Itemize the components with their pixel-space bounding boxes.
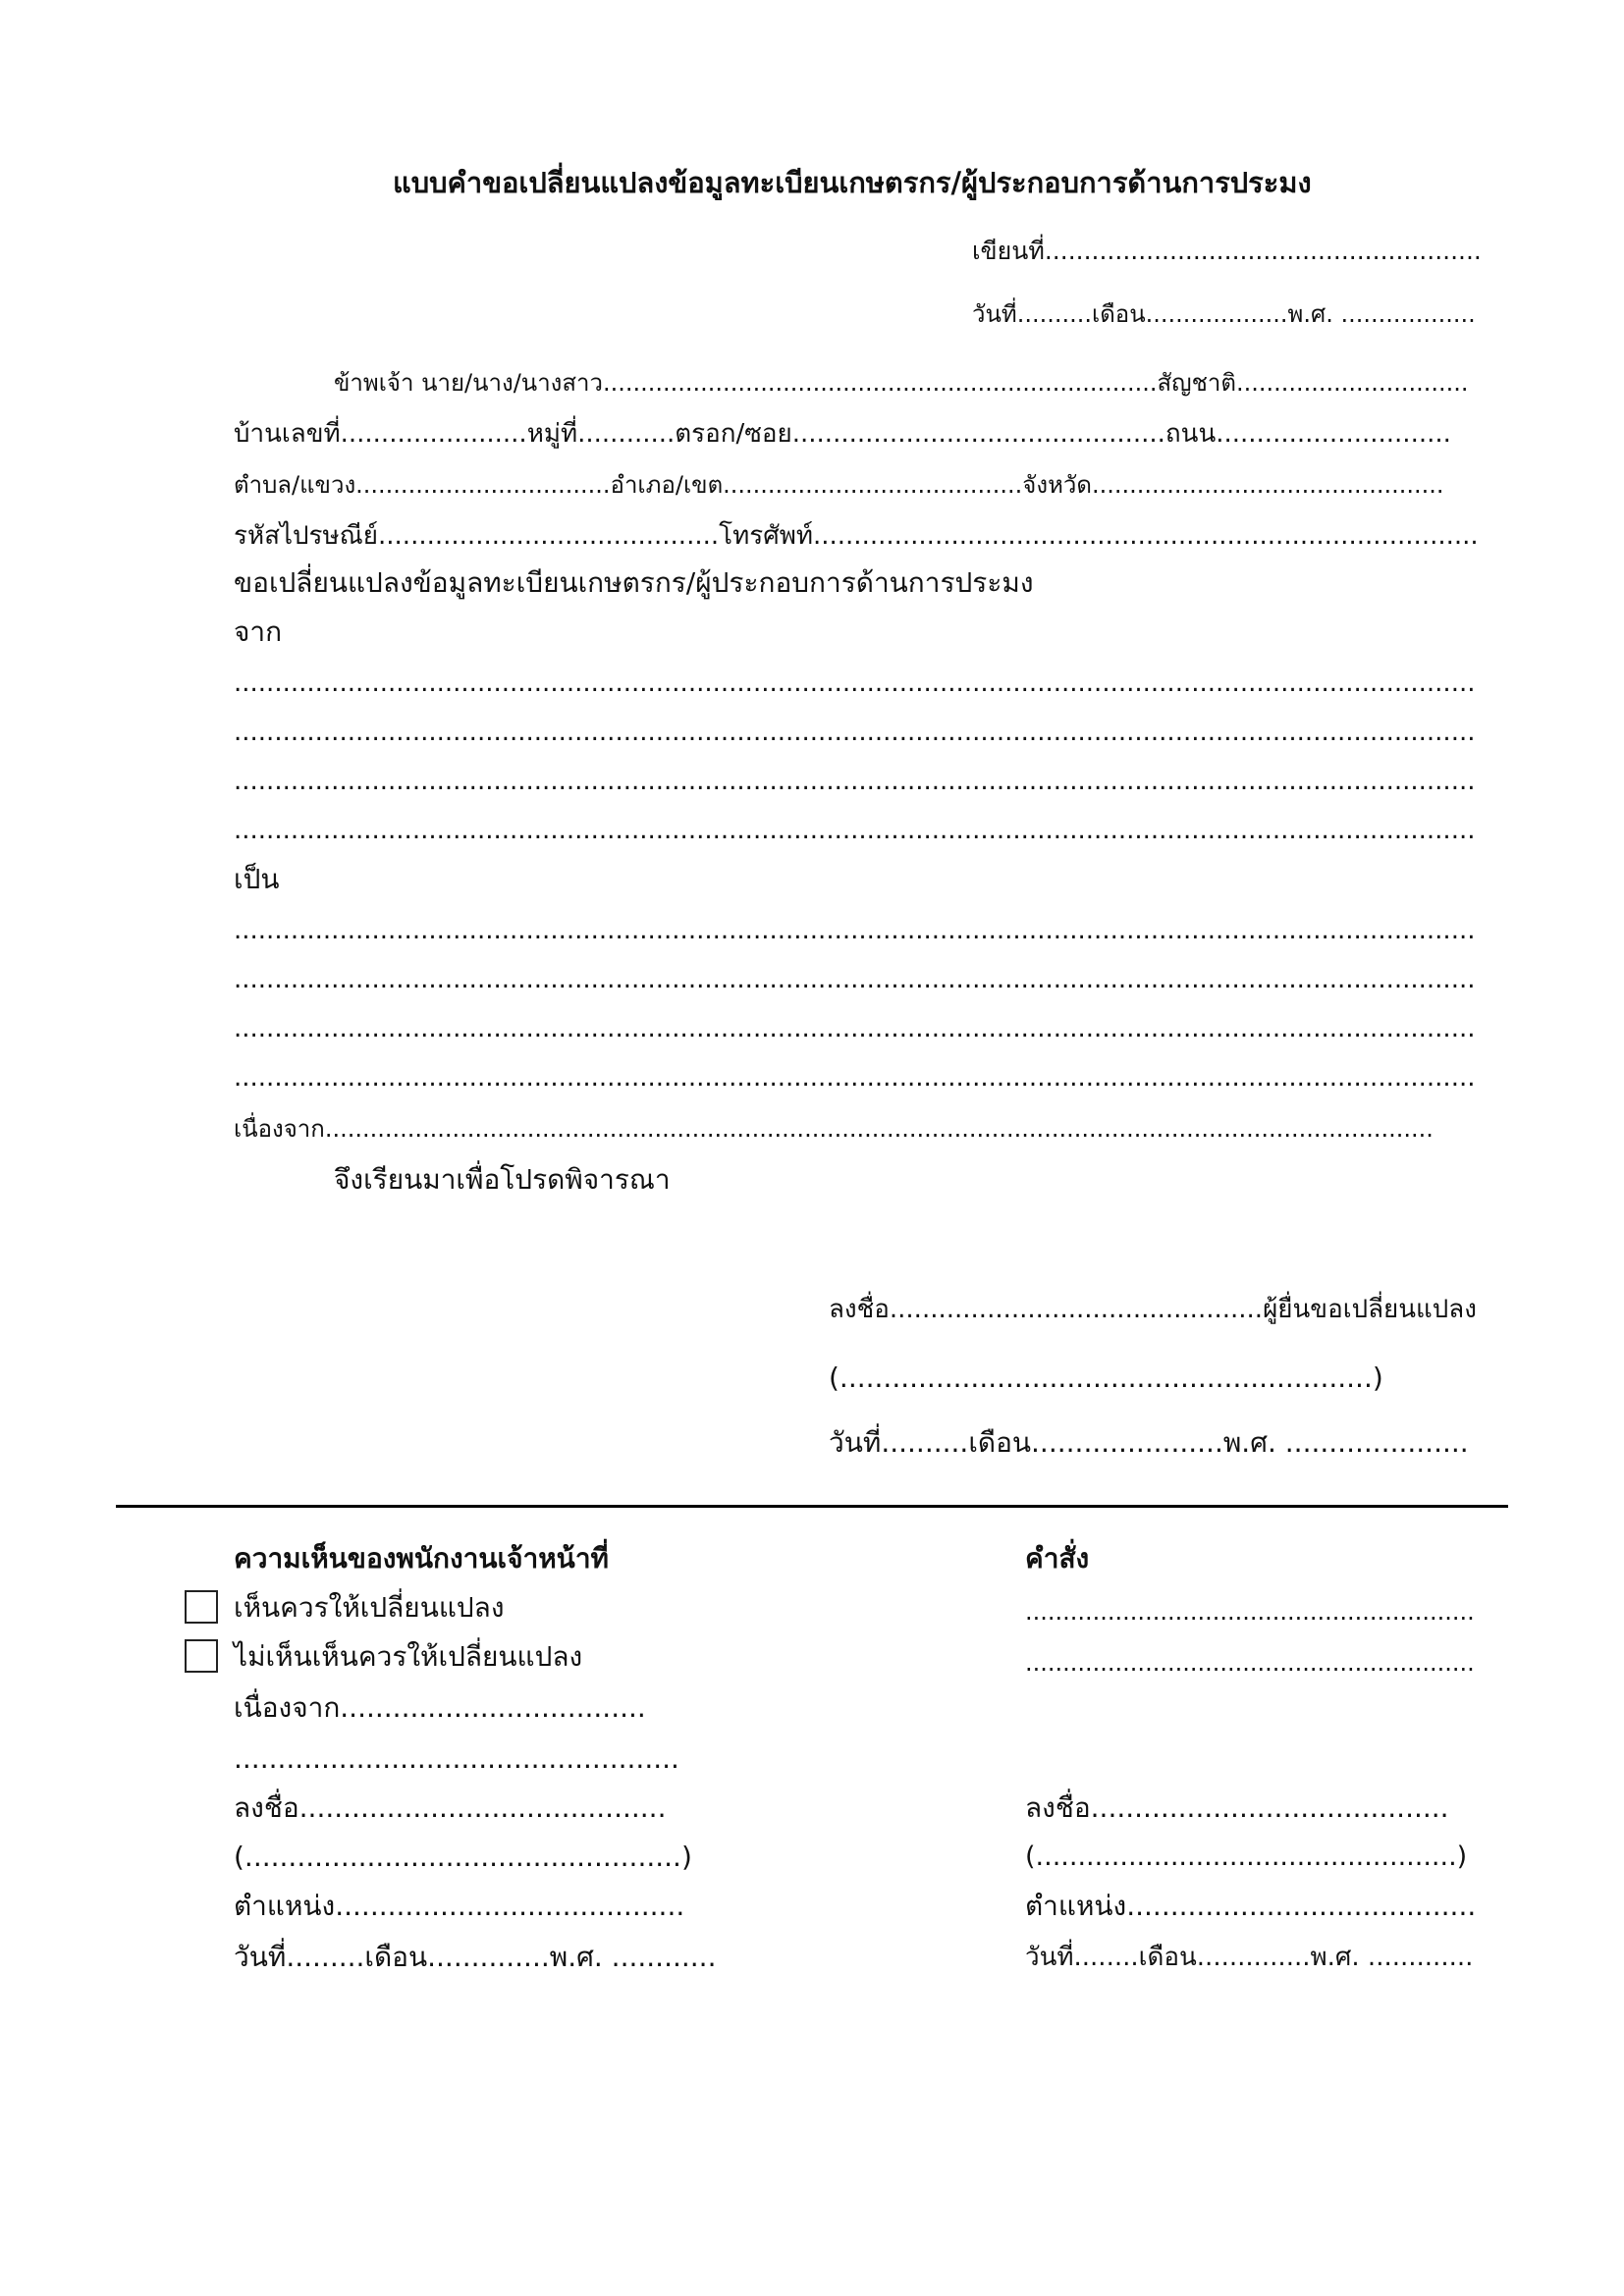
reject-option-label: ไม่เห็นเห็นควรให้เปลี่ยนแปลง (234, 1640, 583, 1673)
applicant-printed-name[interactable]: (.............................................................) (829, 1362, 1383, 1394)
to-dotted-line[interactable]: ......................................................................................................................................................... (234, 1014, 1476, 1043)
order-date-line[interactable]: วันที่........เดือน..............พ.ศ. ............. (1025, 1943, 1474, 1972)
official-position-line[interactable]: ตำแหน่ง........................................ (234, 1890, 685, 1922)
to-dotted-line[interactable]: ......................................................................................................................................................... (234, 965, 1476, 994)
official-signature-line[interactable]: ลงชื่อ.......................................... (234, 1791, 667, 1824)
order-printed-name[interactable]: (..................................................) (1025, 1842, 1468, 1872)
from-label: จาก (234, 615, 283, 648)
header-date-field[interactable]: วันที่..........เดือน...................พ.ศ. .................. (972, 300, 1476, 328)
order-position-line[interactable]: ตำแหน่ง........................................ (1025, 1890, 1477, 1922)
order-dotted-line[interactable]: ............................................................ (1025, 1598, 1475, 1626)
section-divider (116, 1505, 1508, 1508)
official-date-line[interactable]: วันที่.........เดือน..............พ.ศ. ............ (234, 1941, 717, 1973)
order-heading: คำสั่ง (1025, 1542, 1090, 1575)
reject-checkbox[interactable] (185, 1639, 218, 1673)
closing-text: จึงเรียนมาเพื่อโปรดพิจารณา (334, 1163, 671, 1196)
applicant-signature-line[interactable]: ลงชื่อ..............................................ผู้ยื่นขอเปลี่ยนแปลง (829, 1295, 1477, 1324)
from-dotted-line[interactable]: ......................................................................................................................................................... (234, 668, 1476, 698)
request-label: ขอเปลี่ยนแปลงข้อมูลทะเบียนเกษตรกร/ผู้ประกอบการด้านการประมง (234, 566, 1034, 599)
approve-checkbox[interactable] (185, 1590, 218, 1624)
applicant-district-line[interactable]: ตำบล/แขวง..................................อำเภอ/เขต........................................จังหวัด............................................... (234, 471, 1444, 499)
order-signature-line[interactable]: ลงชื่อ......................................... (1025, 1791, 1449, 1824)
written-at-field[interactable]: เขียนที่........................................................ (972, 237, 1482, 265)
from-dotted-line[interactable]: ......................................................................................................................................................... (234, 816, 1476, 845)
to-dotted-line[interactable]: ......................................................................................................................................................... (234, 916, 1476, 945)
official-reason-line[interactable]: เนื่องจาก................................... (234, 1691, 646, 1724)
order-dotted-line[interactable]: ............................................................ (1025, 1649, 1475, 1677)
approve-option-label: เห็นควรให้เปลี่ยนแปลง (234, 1591, 505, 1624)
from-dotted-line[interactable]: ......................................................................................................................................................... (234, 718, 1476, 747)
to-dotted-line[interactable]: ......................................................................................................................................................... (234, 1063, 1476, 1093)
applicant-signature-date[interactable]: วันที่..........เดือน......................พ.ศ. ..................... (829, 1426, 1469, 1459)
official-reason-continuation[interactable]: ................................................... (234, 1742, 679, 1775)
from-dotted-line[interactable]: ......................................................................................................................................................... (234, 767, 1476, 796)
to-label: เป็น (234, 863, 280, 895)
reason-line[interactable]: เนื่องจาก.................................................................................................................................................... (234, 1115, 1434, 1143)
official-printed-name[interactable]: (..................................................) (234, 1841, 692, 1873)
form-title: แบบคำขอเปลี่ยนแปลงข้อมูลทะเบียนเกษตรกร/ผู้ประกอบการด้านการประมง (393, 166, 1312, 199)
applicant-address-line[interactable]: บ้านเลขที่.......................หมู่ที่............ตรอก/ซอย..............................................ถนน............................. (234, 419, 1451, 449)
applicant-postcode-line[interactable]: รหัสไปรษณีย์..........................................โทรศัพท์.................................................................................. (234, 521, 1479, 551)
official-opinion-heading: ความเห็นของพนักงานเจ้าหน้าที่ (234, 1542, 609, 1575)
applicant-name-line[interactable]: ข้าพเจ้า นาย/นาง/นางสาว..........................................................................สัญชาติ............................... (334, 369, 1469, 397)
